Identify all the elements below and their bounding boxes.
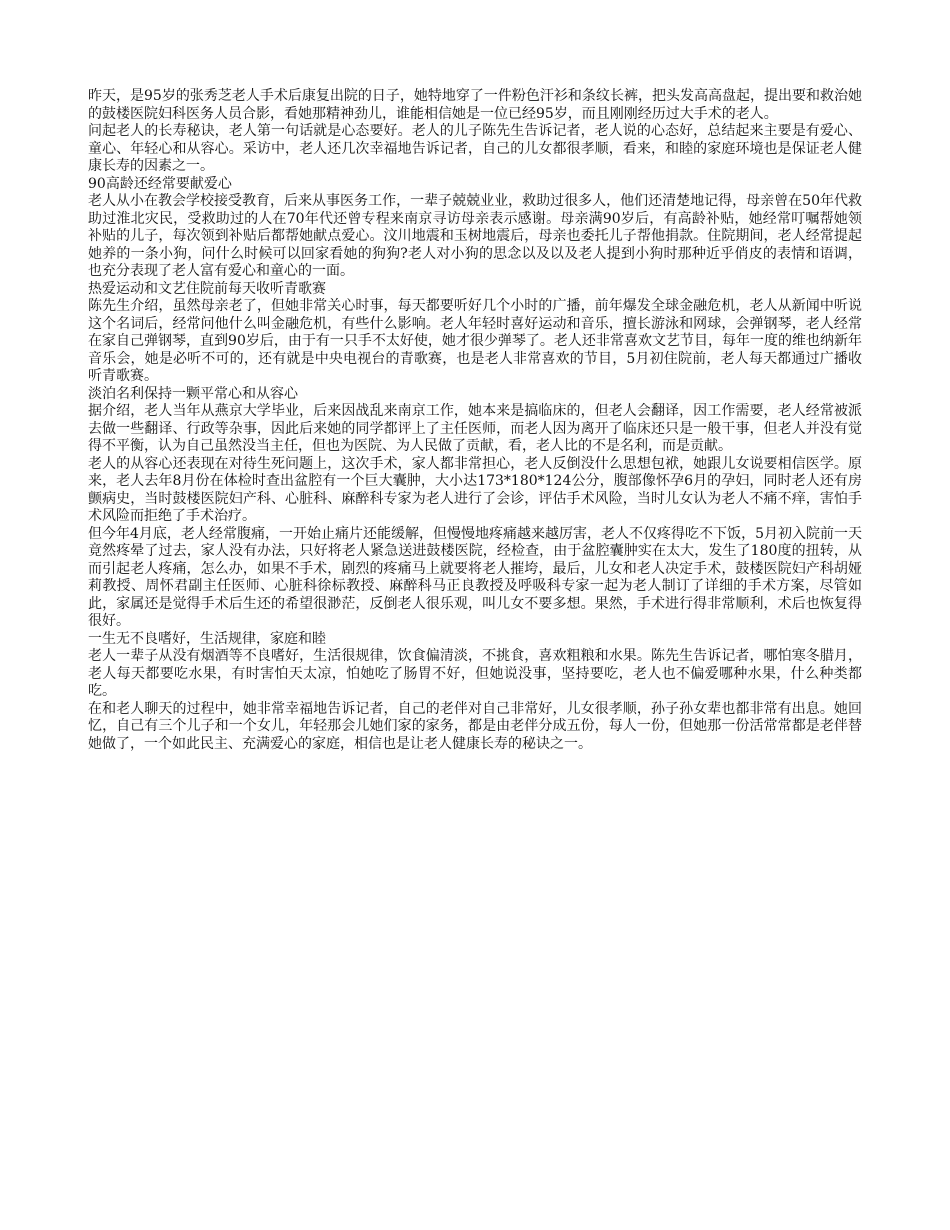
- paragraph-habits: 老人一辈子从没有烟酒等不良嗜好，生活很规律，饮食偏清淡，不挑食，喜欢粗粮和水果。陈先生告诉记者，哪怕寒冬腊月，老人每天都要吃水果，有时害怕天太凉，怕她吃了肠胃不好，但她说没事，坚持要吃，老人也不偏爱哪种水果，什么种类都吃。: [88, 648, 862, 699]
- paragraph-family: 在和老人聊天的过程中，她非常幸福地告诉记者，自己的老伴对自己非常好，儿女很孝顺，孙子孙女辈也都非常有出息。她回忆，自己有三个儿子和一个女儿，年轻那会儿她们家的家务，都是由老伴分成五份，每人一份，但她那一份活常常都是老伴替她做了，一个如此民主、充满爱心的家庭，相信也是让老人健康长寿的秘诀之一。: [88, 700, 862, 752]
- paragraph-calm-heart: 据介绍，老人当年从燕京大学毕业，后来因战乱来南京工作，她本来是搞临床的，但老人会翻译，因工作需要，老人经常被派去做一些翻译、行政等杂事，因此后来她的同学都评上了主任医师，而老人因为离开了临床还只是一般干事，但老人并没有觉得不平衡，认为自己虽然没当主任，但也为医院、为人民做了贡献，看，老人比的不是名利，而是贡献。: [88, 403, 862, 454]
- section-heading-love: 90高龄还经常要献爱心: [88, 175, 232, 192]
- article-body: [88, 88, 862, 753]
- section-heading-sports-arts: 热爱运动和文艺住院前每天收听青歌赛: [88, 280, 326, 297]
- paragraph-intro: 昨天，是95岁的张秀芝老人手术后康复出院的日子，她特地穿了一件粉色汗衫和条纹长裤，把头发高高盘起，提出要和救治她的鼓楼医院妇科医务人员合影，看她那精神劲儿，谁能相信她是一位已经95岁，而且刚刚经历过大手术的老人。: [88, 88, 862, 122]
- section-heading-habits: 一生无不良嗜好，生活规律，家庭和睦: [88, 630, 326, 647]
- paragraph-love: 老人从小在教会学校接受教育，后来从事医务工作，一辈子兢兢业业，救助过很多人，他们还清楚地记得，母亲曾在50年代救助过淮北灾民，受救助过的人在70年代还曾专程来南京寻访母亲表示感谢。母亲满90岁后，有高龄补贴，她经常叮嘱帮她领补贴的儿子，每次领到补贴后都帮她献点爱心。汶川地震和玉树地震后，母亲也委托儿子帮他捐款。住院期间，老人经常提起她养的一条小狗，问什么时候可以回家看她的狗狗?老人对小狗的思念以及以及老人提到小狗时那种近乎俏皮的表情和语调，也充分表现了老人富有爱心和童心的一面。: [88, 193, 862, 279]
- paragraph-longevity-secret: 问起老人的长寿秘诀，老人第一句话就是心态要好。老人的儿子陈先生告诉记者，老人说的心态好，总结起来主要是有爱心、童心、年轻心和从容心。采访中，老人还几次幸福地告诉记者，自己的儿女都很孝顺，看来，和睦的家庭环境也是保证老人健康长寿的因素之一。: [88, 123, 862, 174]
- paragraph-surgery: 但今年4月底，老人经常腹痛，一开始止痛片还能缓解，但慢慢地疼痛越来越厉害，老人不仅疼得吃不下饭，5月初入院前一天竟然疼晕了过去，家人没有办法，只好将老人紧急送进鼓楼医院，经检查，由于盆腔囊肿实在太大，发生了180度的扭转，从而引起老人疼痛，怎么办，如果不手术，剧烈的疼痛马上就要将老人摧垮，最后，儿女和老人决定手术，鼓楼医院妇产科胡娅莉教授、周怀君副主任医师、心脏科徐标教授、麻醉科马正良教授及呼吸科专家一起为老人制订了详细的手术方案，尽管如此，家属还是觉得手术后生还的希望很渺茫，反倒老人很乐观，叫儿女不要多想。果然，手术进行得非常顺利，术后也恢复得很好。: [88, 525, 862, 629]
- paragraph-surgery-decision: 老人的从容心还表现在对待生死问题上，这次手术，家人都非常担心，老人反倒没什么思想包袱，她跟儿女说要相信医学。原来，老人去年8月份在体检时查出盆腔有一个巨大囊肿，大小达173*180*124公分，腹部像怀孕6月的孕妇，同时老人还有房颤病史，当时鼓楼医院妇产科、心脏科、麻醉科专家为老人进行了会诊，评估手术风险，当时儿女认为老人不痛不痒，害怕手术风险而拒绝了手术治疗。: [88, 455, 862, 524]
- section-heading-calm-heart: 淡泊名利保持一颗平常心和从容心: [88, 385, 298, 402]
- paragraph-sports-arts: 陈先生介绍，虽然母亲老了，但她非常关心时事，每天都要听好几个小时的广播，前年爆发全球金融危机，老人从新闻中听说这个名词后，经常问他什么叫金融危机，有些什么影响。老人年轻时喜好运动和音乐，擅长游泳和网球，会弹钢琴，老人经常在家自己弹钢琴，直到90岁后，由于有一只手不太好使，她才很少弹琴了。老人还非常喜欢文艺节目，每年一度的维也纳新年音乐会，她是必听不可的，还有就是中央电视台的青歌赛，也是老人非常喜欢的节目，5月初住院前，老人每天都通过广播收听青歌赛。: [88, 298, 862, 384]
